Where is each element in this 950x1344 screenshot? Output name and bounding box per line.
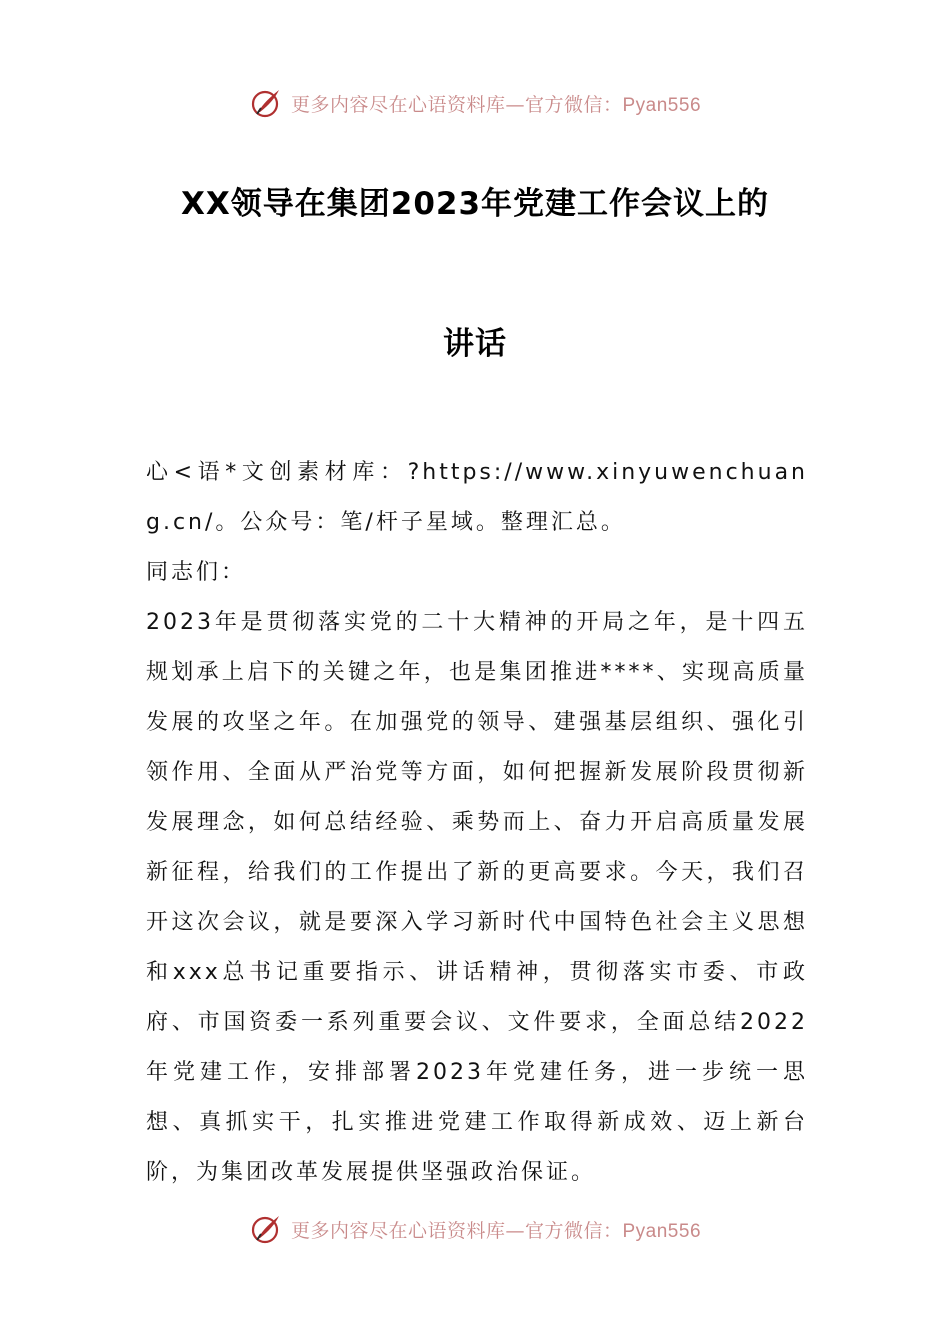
salutation: 同志们： [146, 560, 247, 585]
watermark-text: 更多内容尽在心语资料库—官方微信：Pyan556 [290, 1219, 702, 1242]
quill-seal-logo-icon [249, 86, 283, 120]
document-title-line-1: XX领导在集团2023年党建工作会议上的 [180, 186, 770, 222]
watermark-text: 更多内容尽在心语资料库—官方微信：Pyan556 [290, 93, 702, 116]
quill-seal-logo-icon [249, 1212, 283, 1246]
paragraph: 2023年是贯彻落实党的二十大精神的开局之年，是十四五规划承上启下的关键之年，也是集团推进****、实现高质量发展的攻坚之年。在加强党的领导、建强基层组织、强化引领作用、全面从严治党等方面，如何把握新发展阶段贯彻新发展理念，如何总结经验、乘势而上、奋力开启高质量发展新征程，给我们的工作提出了新的更高要求。今天，我们召开这次会议，就是要深入学习新时代中国特色社会主义思想和xxx总书记重要指示、讲话精神，贯彻落实市委、市政府、市国资委一系列重要会议、文件要求，全面总结2022年党建工作，安排部署2023年党建任务，进一步统一思想、真抓实干，扎实推进党建工作取得新成效、迈上新台阶，为集团改革发展提供坚强政治保证。 [146, 610, 808, 1185]
document-body [146, 448, 808, 1198]
footer-watermark [0, 1212, 950, 1246]
document-title-line-2: 讲话 [443, 326, 507, 362]
source-note: 心<语*文创素材库：?https://www.xinyuwenchuang.cn/。公众号：笔/杆子星域。整理汇总。 [146, 460, 808, 535]
header-watermark [0, 86, 950, 120]
